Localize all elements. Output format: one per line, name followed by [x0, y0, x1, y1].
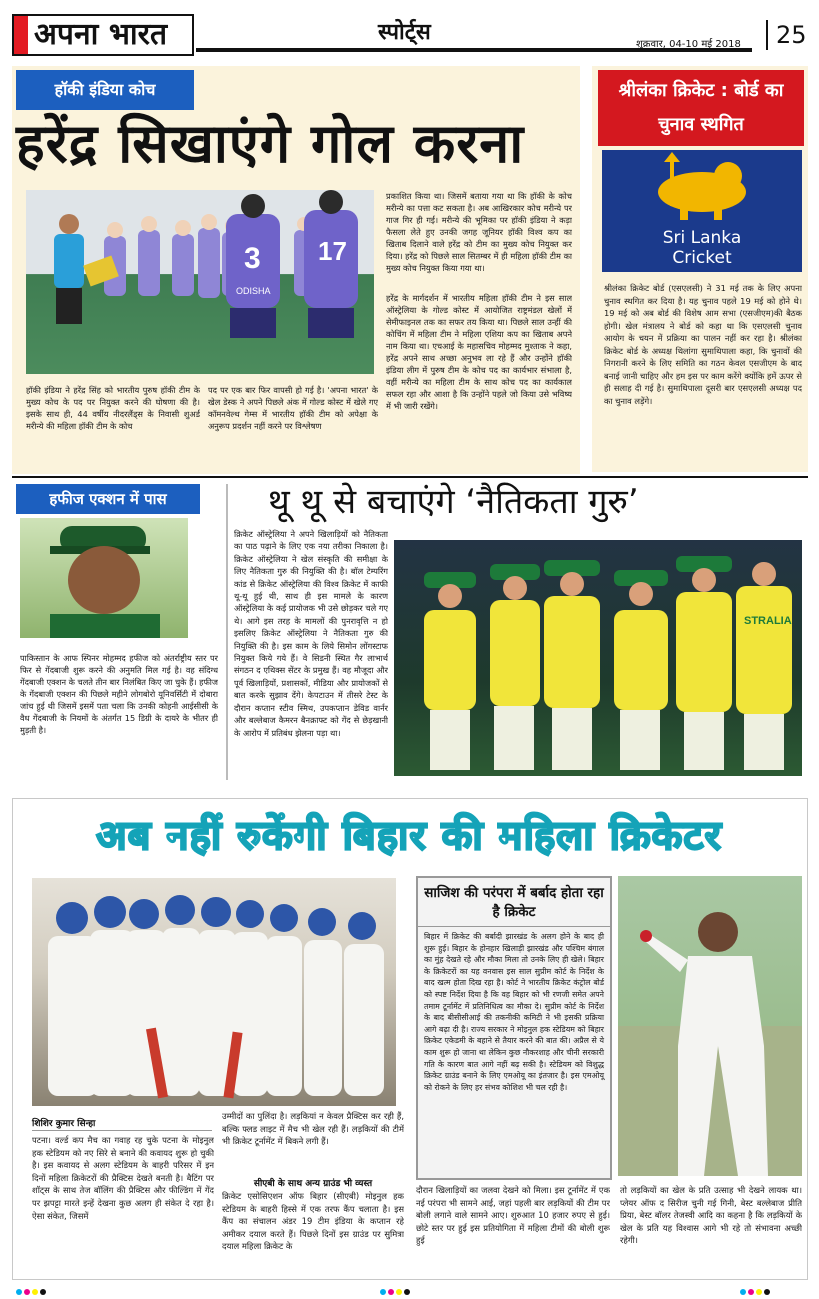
ethics-body: क्रिकेट ऑस्ट्रेलिया ने अपने खिलाड़ियों को नैतिकता का पाठ पढ़ाने के लिए एक नया तरीका निकाला है। क्रिकेट ऑस्ट्रेलिया ने खेल संस्कृति की समीक्षा के लिए नैतिकता गुरु की नियुक्ति की है। बॉल टेम्परिंग कांड से क्रिकेट ऑस्ट्रेलिया की विश्व क्रिकेट में काफी थू-थू हुई थी, साथ ही इस मामले के कारण ऑस्ट्रेलिया के कई प्रायोजक भी उसे छोड़कर चले गए थे। आगे इस तरह के मामलों की पुनरावृत्ति न हो इसलिए क्रिकेट ऑस्ट्रेलिया ने नैतिकता गुरु की नियुक्ति की है। इस काम के लिये सिमोन लोंगस्टाफ नियुक्त किये गये हैं। वे सिडनी स्थित गैर लाभार्थ संगठन द एथिक्स सेंटर के प्रमुख हैं। वह मौजूदा और पूर्व खिलाड़ियों, प्रशासकों, मीडिया और प्रायोजकों से बात करके सुझाव देंगे। केपटाउन में तीसरे टेस्ट के दौरान कप्तान स्टीव स्मिथ, उपकप्तान डेविड वार्नर और बल्लेबाज कैमरन बैनक्राफ्ट को गेंद से छेड़खानी के आरोप में प्रतिबंध झेलना पड़ा था। — [234, 529, 388, 738]
hockey-team-photo — [26, 190, 374, 374]
hockey-kicker: हॉकी इंडिया कोच — [16, 70, 194, 110]
bihar-body-col2-para1: उम्मीदों का पुलिंदा है। लड़कियां न केवल प्रैक्टिस कर रही हैं, बल्कि फ्लड लाइट में मैच भी खेल रही हैं। लड़कियों की टीमें भी क्रिकेट टूर्नामेंट में बिकने लगी हैं। — [222, 1111, 404, 1147]
byline-rule — [32, 1130, 212, 1131]
hafeez-body: पाकिस्तान के आफ स्पिनर मोहम्मद हफीज को अंतर्राष्ट्रीय स्तर पर फिर से गेंदबाजी शुरू करने की अनुमति मिल गई है। वह संदिग्ध गेंदबाजी एक्शन के चलते तीन बार निलंबित किए जा चुके हैं। हफीज के गेंदबाजी एक्शन की पिछले महीने लोगबोरो यूनिवर्सिटी में दोबारा जांच हुई थी जिसमें इसमें पता चला कि उनकी कोहनी आईसीसी के वैध गेंदबाजी के नियमों के अंतर्गत 15 डिग्री के दायरे के भीतर ही मुड़ती है। — [20, 653, 218, 735]
bihar-byline: शिशिर कुमार सिन्हा — [32, 1119, 96, 1129]
bihar-body-col2-para2: क्रिकेट एसोसिएशन ऑफ बिहार (सीएबी) मोइनुल हक स्टेडियम के बाहरी हिस्से में एक तरफ कैंप चलाता है। इस कैंप का संचालन अंडर 19 टीम इंडिया के कप्तान रहे अमीकर दयाल करते हैं। पिछले दिनों इस ग्राउंड पर सुमित्रा दयाल महिला क्रिकेट के — [222, 1191, 404, 1252]
hockey-caption-col2: पद पर एक बार फिर वापसी हो गई है। 'अपना भारत' के खेल डेस्क ने अपने पिछले अंक में गोल्ड कोस्ट में खेले गए कॉमनवेल्थ गेम्स में भारतीय हॉकी टीम को अपेक्षा के अनुरूप प्रदर्शन नहीं करने पर विश्लेषण — [208, 385, 378, 431]
section-divider — [12, 476, 808, 478]
hockey-photo-illustration — [26, 190, 374, 374]
ethics-headline[interactable]: थू थू से बचाएंगे ‘नैतिकता गुरु’ — [268, 482, 639, 522]
jersey-number-17: 17 — [318, 236, 347, 266]
masthead-logo — [12, 14, 194, 56]
section-name: स्पोर्ट्स — [378, 19, 431, 45]
registration-marks-center — [380, 1280, 412, 1286]
conspiracy-sidebar-box — [416, 876, 612, 1180]
bihar-team-illustration — [32, 878, 396, 1106]
bihar-headline[interactable]: अब नहीं रुकेंगी बिहार की महिला क्रिकेटर — [96, 813, 722, 859]
australia-photo-illustration — [394, 540, 802, 776]
hafeez-kicker[interactable]: हफीज एक्शन में पास — [16, 484, 200, 514]
registration-marks-left — [16, 1280, 48, 1286]
bowler-photo — [618, 876, 802, 1176]
australia-jersey-text: STRALIA — [744, 615, 792, 627]
bihar-body-col3: दौरान खिलाड़ियों का जलवा देखने को मिला। इस टूर्नामेंट में एक नई परंपरा भी सामने आई, जहां पहली बार लड़कियों की टीम पर बोली लगाने वाले सामने आए। शुरुआत 10 हजार रुपए से हुई। छोटे स्तर पर हुई इस प्रतियोगिता में महिला टीमों की बोली शुरू हुई — [416, 1185, 610, 1246]
bihar-body-col4: तो लड़कियों का खेल के प्रति उत्साह भी देखने लायक था। प्लेयर ऑफ द सिरीज चुनी गई गिनी, बेस्ट बल्लेबाज प्रीति प्रिया, बेस्ट बॉलर तेजस्वी आदि का कहना है कि लड़कियों के खेल के प्रति यह विश्वास आगे भी रहे तो संभावना अच्छी रहेगी। — [620, 1185, 802, 1246]
hockey-body-para2: हरेंद्र के मार्गदर्शन में भारतीय महिला हॉकी टीम ने इस साल ऑस्ट्रेलिया के गोल्ड कोस्ट में आयोजित राष्ट्रमंडल खेलों में सेमीफाइनल तक का सफर तय किया था। पिछले साल उन्हीं की कोचिंग में महिला टीम ने महिला एशिया कप का खिताब अपने नाम किया था। एचआई के महासचिव मोहम्मद मुश्ताक ने कहा, हरेंद्र अपने साथ अच्छा अनुभव ला रहे हैं और उन्होंने हॉकी इंडिया लीग में पुरुष टीम के कोच पद का कार्यभार संभाला है, वहीं मरीन्ये का महिला टीम के साथ कोच पद का कार्यकाल सफल रहा और आशा है कि उन्होंने पहले जो किया उसे भविष्य में भी जारी रखेंगे। — [386, 293, 572, 411]
conspiracy-body: बिहार में क्रिकेट की बर्बादी झारखंड के अलग होने के बाद ही शुरू हुई। बिहार के होनहार खिलाड़ी झारखंड और पश्चिम बंगाल का मुंह देखते रहे और मौका मिला तो उनके लिए ही खेले। बिहार के क्रिकेटरों का यह वनवास इस साल सुप्रीम कोर्ट के निर्देश के बाद खत्म होता दिख रहा है। कोर्ट ने भारतीय क्रिकेट कंट्रोल बोर्ड को स्पष्ट निर्देश दिया है कि वह बिहार को भी रणजी समेत अपने तमाम टूर्नामेंट में प्रतिनिधित्व का मौका दे। सुप्रीम कोर्ट के निर्देश के बाद बीसीसीआई की तकनीकी कमिटी ने भी इसकी प्रक्रिया आगे बढ़ा दी है। राज्य सरकार ने मोइनुल हक स्टेडियम को बिहार क्रिकेट एकेडमी के बहाने से तैयार करने की बात की। अप्रैल से ये काम शुरू हो जाना था लेकिन कुछ नौकरशाह और चीनी सरकारी गति के कारण बात आगे नहीं बढ़ सकी है। स्टेडियम को विशुद्ध क्रिकेट ग्राउंड बनाने के लिए एमओयू का इंतजार है। इस एमओयू को रोकने के लिए हर संभव कोशिश भी चल रही है। — [424, 932, 604, 1092]
hafeez-portrait-illustration — [20, 518, 188, 638]
sl-logo-line1: Sri Lanka — [662, 228, 742, 248]
hockey-headline[interactable]: हरेंद्र सिखाएंगे गोल करना — [16, 111, 525, 175]
jersey-number-3: 3 — [244, 242, 261, 275]
bihar-women-cricketers-photo — [32, 878, 396, 1106]
sri-lanka-cricket-logo — [602, 150, 802, 272]
issue-date: शुक्रवार, 04-10 मई 2018 — [636, 39, 741, 50]
column-rule — [226, 484, 228, 780]
bihar-body-col1: पटना। वर्ल्ड कप मैच का गवाह रह चुके पटना के मोइनुल हक स्टेडियम को नए सिरे से बनाने की कवायद शुरू हो चुकी है। इस कवायद से अलग स्टेडियम के बाहरी परिसर में इन दिनों महिला क्रिकेटरों की प्रैक्टिस देखते बनती है। बैटिंग पर शॉट्स के साथ तेज बॉलिंग की प्रैक्टिस और फील्डिंग में गेंद पर झपट्टा मारते इन्हें देखना कुछ अलग ही संकेत दे रहा है। ऐसा संकेत, जिसमें — [32, 1135, 214, 1221]
sri-lanka-headline[interactable]: श्रीलंका क्रिकेट : बोर्ड का चुनाव स्थगित — [598, 70, 804, 146]
masthead-red-bar — [14, 16, 28, 54]
hockey-body-para1: प्रकाशित किया था। जिसमें बताया गया था कि हॉकी के कोच मरीन्ये का पत्ता कट सकता है। अब आखिरकार कोच मरीन्ये पर गाज गिर ही गई। मरीन्ये की भूमिका पर हॉकी इंडिया ने कड़ा फैसला लेते हुए उनकी जगह जूनियर हॉकी विश्व कप का खिताब दिलाने वाले हरेंद्र को टीम का मुख्य कोच नियुक्त कर दिया। हरेंद्र को पिछले साल सितम्बर में ही महिला हॉकी टीम का मुख्य कोच नियुक्त किया गया था। — [386, 191, 572, 273]
lion-emblem-icon — [602, 150, 802, 224]
sri-lanka-body: श्रीलंका क्रिकेट बोर्ड (एसएलसी) ने 31 मई तक के लिए अपना चुनाव स्थगित कर दिया है। यह चुनाव पहले 19 मई को होने थे। 19 मई को अब बोर्ड की विशेष आम सभा (एसजीएम)की बैठक होगी। खेल मंत्रालय ने बोर्ड को कहा था कि एसएलसी चुनाव आयोग के चयन में प्रक्रिया का पालन नहीं कर रहा है। श्रीलंका क्रिकेट बोर्ड के अध्यक्ष थिलांगा सुमाथिपाला कहा, कि चुनावों की निगरानी करने के लिए समिति का गठन केवल एसजीएम के बाद बनाई जानी चाहिए और हम इस पर काम करेंगे क्योंकि हमें ऊपर से ही सलाह दी गई है। सुमाथिपाला दूसरी बार एसएलसी अध्यक्ष पद का चुनाव लड़ेंगे। — [604, 283, 802, 406]
sl-logo-line2: Cricket — [672, 248, 732, 268]
page-number: 25 — [766, 20, 807, 50]
registration-marks-right — [740, 1280, 772, 1286]
hockey-caption-col1: हॉकी इंडिया ने हरेंद्र सिंह को भारतीय पुरुष हॉकी टीम के मुख्य कोच के पद पर नियुक्त करने की घोषणा की है। इसके साथ ही, 44 वर्षीय नीदरलैंड्स के निवासी शुअर्ड मरीन्ये की महिला हॉकी टीम के कोच — [26, 385, 200, 431]
conspiracy-title: साजिश की परंपरा में बर्बाद होता रहा है क्रिकेट — [418, 878, 610, 927]
masthead-title: अपना भारत — [34, 17, 168, 52]
hafeez-photo — [20, 518, 188, 638]
bihar-subhead: सीएबी के साथ अन्य ग्राउंड भी व्यस्त — [253, 1179, 373, 1189]
bowler-illustration — [618, 876, 802, 1176]
australia-team-photo — [394, 540, 802, 776]
jersey-sponsor-text: ODISHA — [236, 286, 271, 296]
